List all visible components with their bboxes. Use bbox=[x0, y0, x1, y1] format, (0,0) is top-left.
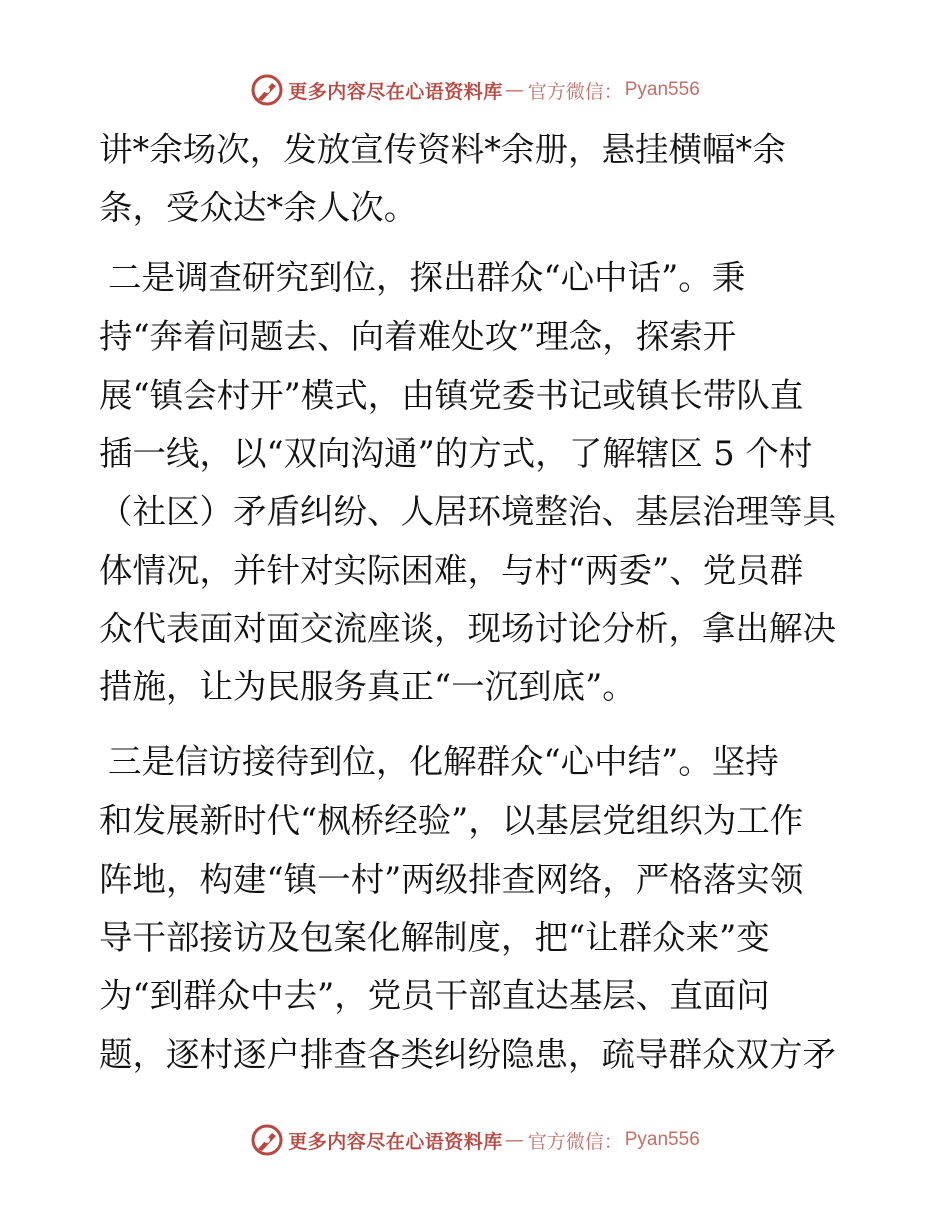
text-line: 和发展新时代“枫桥经验”，以基层党组织为工作 bbox=[99, 801, 804, 840]
pen-logo-icon bbox=[250, 1123, 284, 1157]
watermark-official-label: 官方微信： bbox=[527, 1130, 623, 1153]
text-line: 三是信访接待到位，化解群众“心中结”。坚持 bbox=[108, 742, 779, 781]
text-line: 展“镇会村开”模式，由镇党委书记或镇长带队直 bbox=[99, 376, 804, 415]
watermark-official-label: 官方微信： bbox=[527, 80, 623, 103]
text-line: 措施，让为民服务真正“一沉到底”。 bbox=[99, 667, 636, 706]
watermark-footer bbox=[0, 1120, 950, 1160]
text-line: 众代表面对面交流座谈，现场讨论分析，拿出解决 bbox=[99, 609, 836, 648]
text-line: 为“到群众中去”，党员干部直达基层、直面问 bbox=[99, 976, 770, 1015]
pen-logo-icon bbox=[250, 73, 284, 107]
watermark-text: 更多内容尽在心语资料库 bbox=[288, 1130, 503, 1153]
text-line: （社区）矛盾纠纷、人居环境整治、基层治理等具 bbox=[99, 492, 836, 531]
text-line: 题，逐村逐户排查各类纠纷隐患，疏导群众双方矛 bbox=[99, 1035, 836, 1074]
watermark-dash: — bbox=[504, 79, 524, 101]
text-line: 二是调查研究到位，探出群众“心中话”。秉 bbox=[108, 258, 746, 297]
text-line: 导干部接访及包案化解制度，把“让群众来”变 bbox=[99, 918, 770, 957]
watermark-header bbox=[0, 70, 950, 110]
watermark-dash: — bbox=[504, 1129, 524, 1151]
watermark-wechat-id: Pyan556 bbox=[624, 79, 700, 100]
watermark-text: 更多内容尽在心语资料库 bbox=[288, 80, 503, 103]
text-line: 讲*余场次，发放宣传资料*余册，悬挂横幅*余 bbox=[99, 130, 786, 169]
watermark-wechat-id: Pyan556 bbox=[624, 1129, 700, 1150]
text-line: 体情况，并针对实际困难，与村“两委”、党员群 bbox=[99, 551, 804, 590]
text-line: 持“奔着问题去、向着难处攻”理念，探索开 bbox=[99, 317, 737, 356]
text-line: 条，受众达*余人次。 bbox=[99, 188, 418, 227]
text-line: 阵地，构建“镇一村”两级排查网络，严格落实领 bbox=[99, 860, 804, 899]
text-line: 插一线，以“双向沟通”的方式，了解辖区 5 个村 bbox=[99, 434, 813, 473]
